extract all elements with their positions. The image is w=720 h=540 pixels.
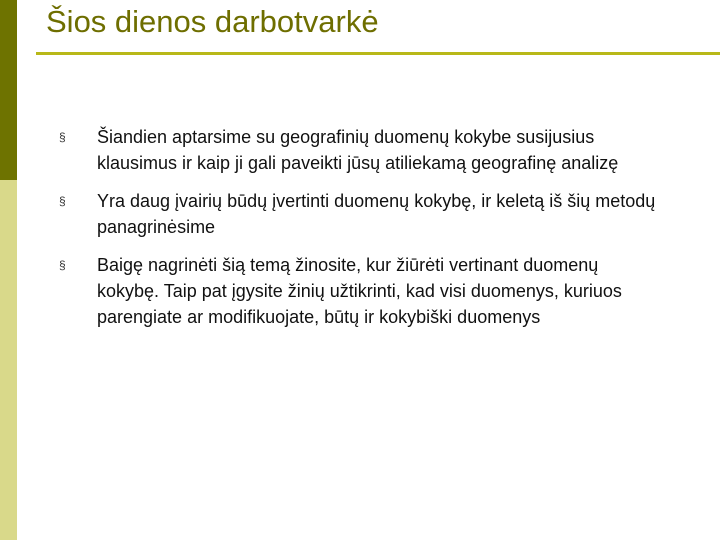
bullet-marker-icon: § [59,258,66,272]
bullet-text: Baigę nagrinėti šią temą žinosite, kur žiūrėti vertinant duomenų kokybę. Taip pat įgysite žinių užtikrinti, kad visi duomenys, kuriuos parengiate ar modifikuojate, būtų ir kokybiški duomenys [97,255,622,327]
bullet-list [0,124,720,342]
title-underline [36,52,720,55]
bullet-text: Yra daug įvairių būdų įvertinti duomenų kokybę, ir keletą iš šių metodų panagrinėsime [97,191,656,237]
bullet-item-2 [0,188,720,240]
bullet-item-3 [0,252,720,330]
bullet-marker-icon: § [59,194,66,208]
bullet-item-1 [0,124,720,176]
bullet-text: Šiandien aptarsime su geografinių duomenų kokybe susijusius klausimus ir kaip ji gali paveikti jūsų atiliekamą geografinę analizę [97,127,619,173]
slide-title: Šios dienos darbotvarkė [46,4,379,39]
bullet-marker-icon: § [59,130,66,144]
